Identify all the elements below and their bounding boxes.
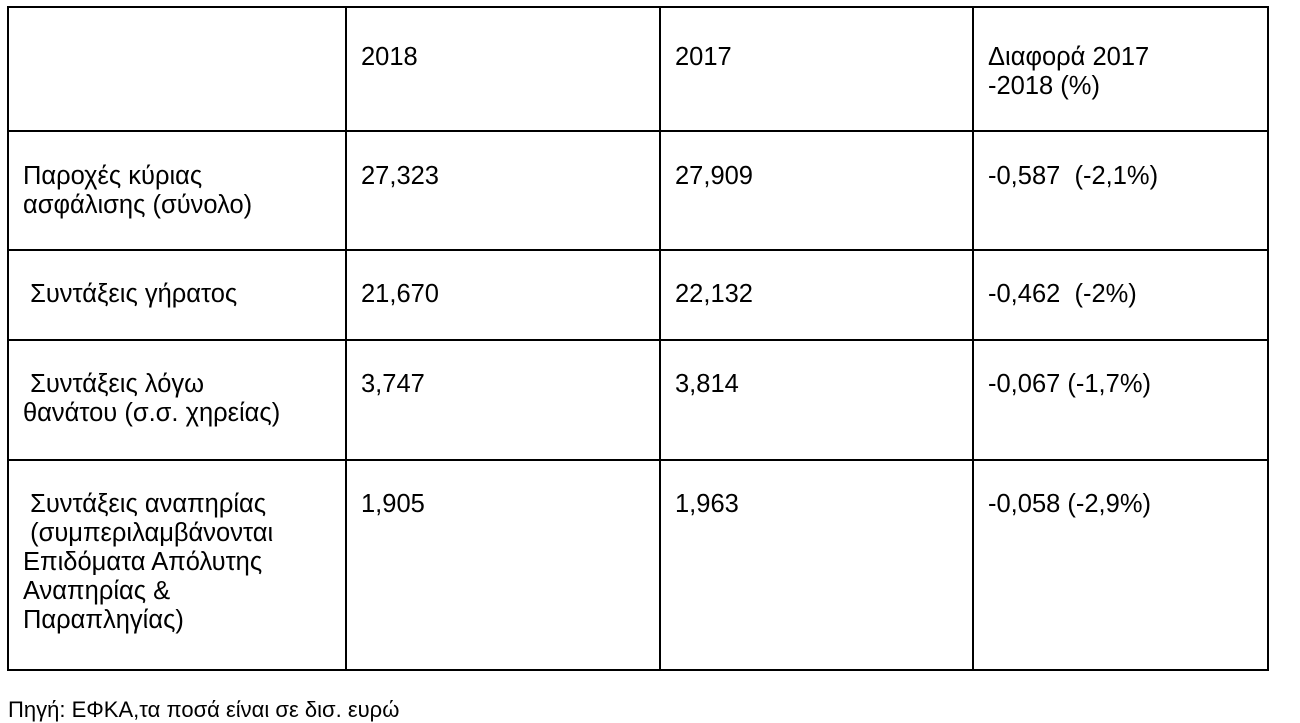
row-label: Παροχές κύριας ασφάλισης (σύνολο)	[8, 131, 346, 250]
pension-table	[7, 6, 1269, 671]
cell-difference: -0,462 (-2%)	[973, 250, 1268, 340]
cell-2017: 1,963	[660, 460, 973, 670]
header-cell-empty	[8, 7, 346, 131]
cell-difference: -0,058 (-2,9%)	[973, 460, 1268, 670]
header-cell-difference: Διαφορά 2017 -2018 (%)	[973, 7, 1268, 131]
header-cell-2017: 2017	[660, 7, 973, 131]
cell-2018: 21,670	[346, 250, 660, 340]
header-cell-2018: 2018	[346, 7, 660, 131]
table-row	[8, 460, 1268, 670]
table-row	[8, 340, 1268, 460]
cell-difference: -0,587 (-2,1%)	[973, 131, 1268, 250]
cell-2017: 3,814	[660, 340, 973, 460]
row-label: Συντάξεις αναπηρίας (συμπεριλαμβάνονται Επιδόματα Απόλυτης Αναπηρίας & Παραπληγίας)	[8, 460, 346, 670]
source-note: Πηγή: ΕΦΚΑ,τα ποσά είναι σε δισ. ευρώ	[8, 697, 400, 722]
cell-2018: 1,905	[346, 460, 660, 670]
cell-2017: 22,132	[660, 250, 973, 340]
cell-difference: -0,067 (-1,7%)	[973, 340, 1268, 460]
cell-2018: 3,747	[346, 340, 660, 460]
cell-2017: 27,909	[660, 131, 973, 250]
table-row	[8, 250, 1268, 340]
table-header-row	[8, 7, 1268, 131]
row-label: Συντάξεις λόγω θανάτου (σ.σ. χηρείας)	[8, 340, 346, 460]
table-row	[8, 131, 1268, 250]
row-label: Συντάξεις γήρατος	[8, 250, 346, 340]
cell-2018: 27,323	[346, 131, 660, 250]
